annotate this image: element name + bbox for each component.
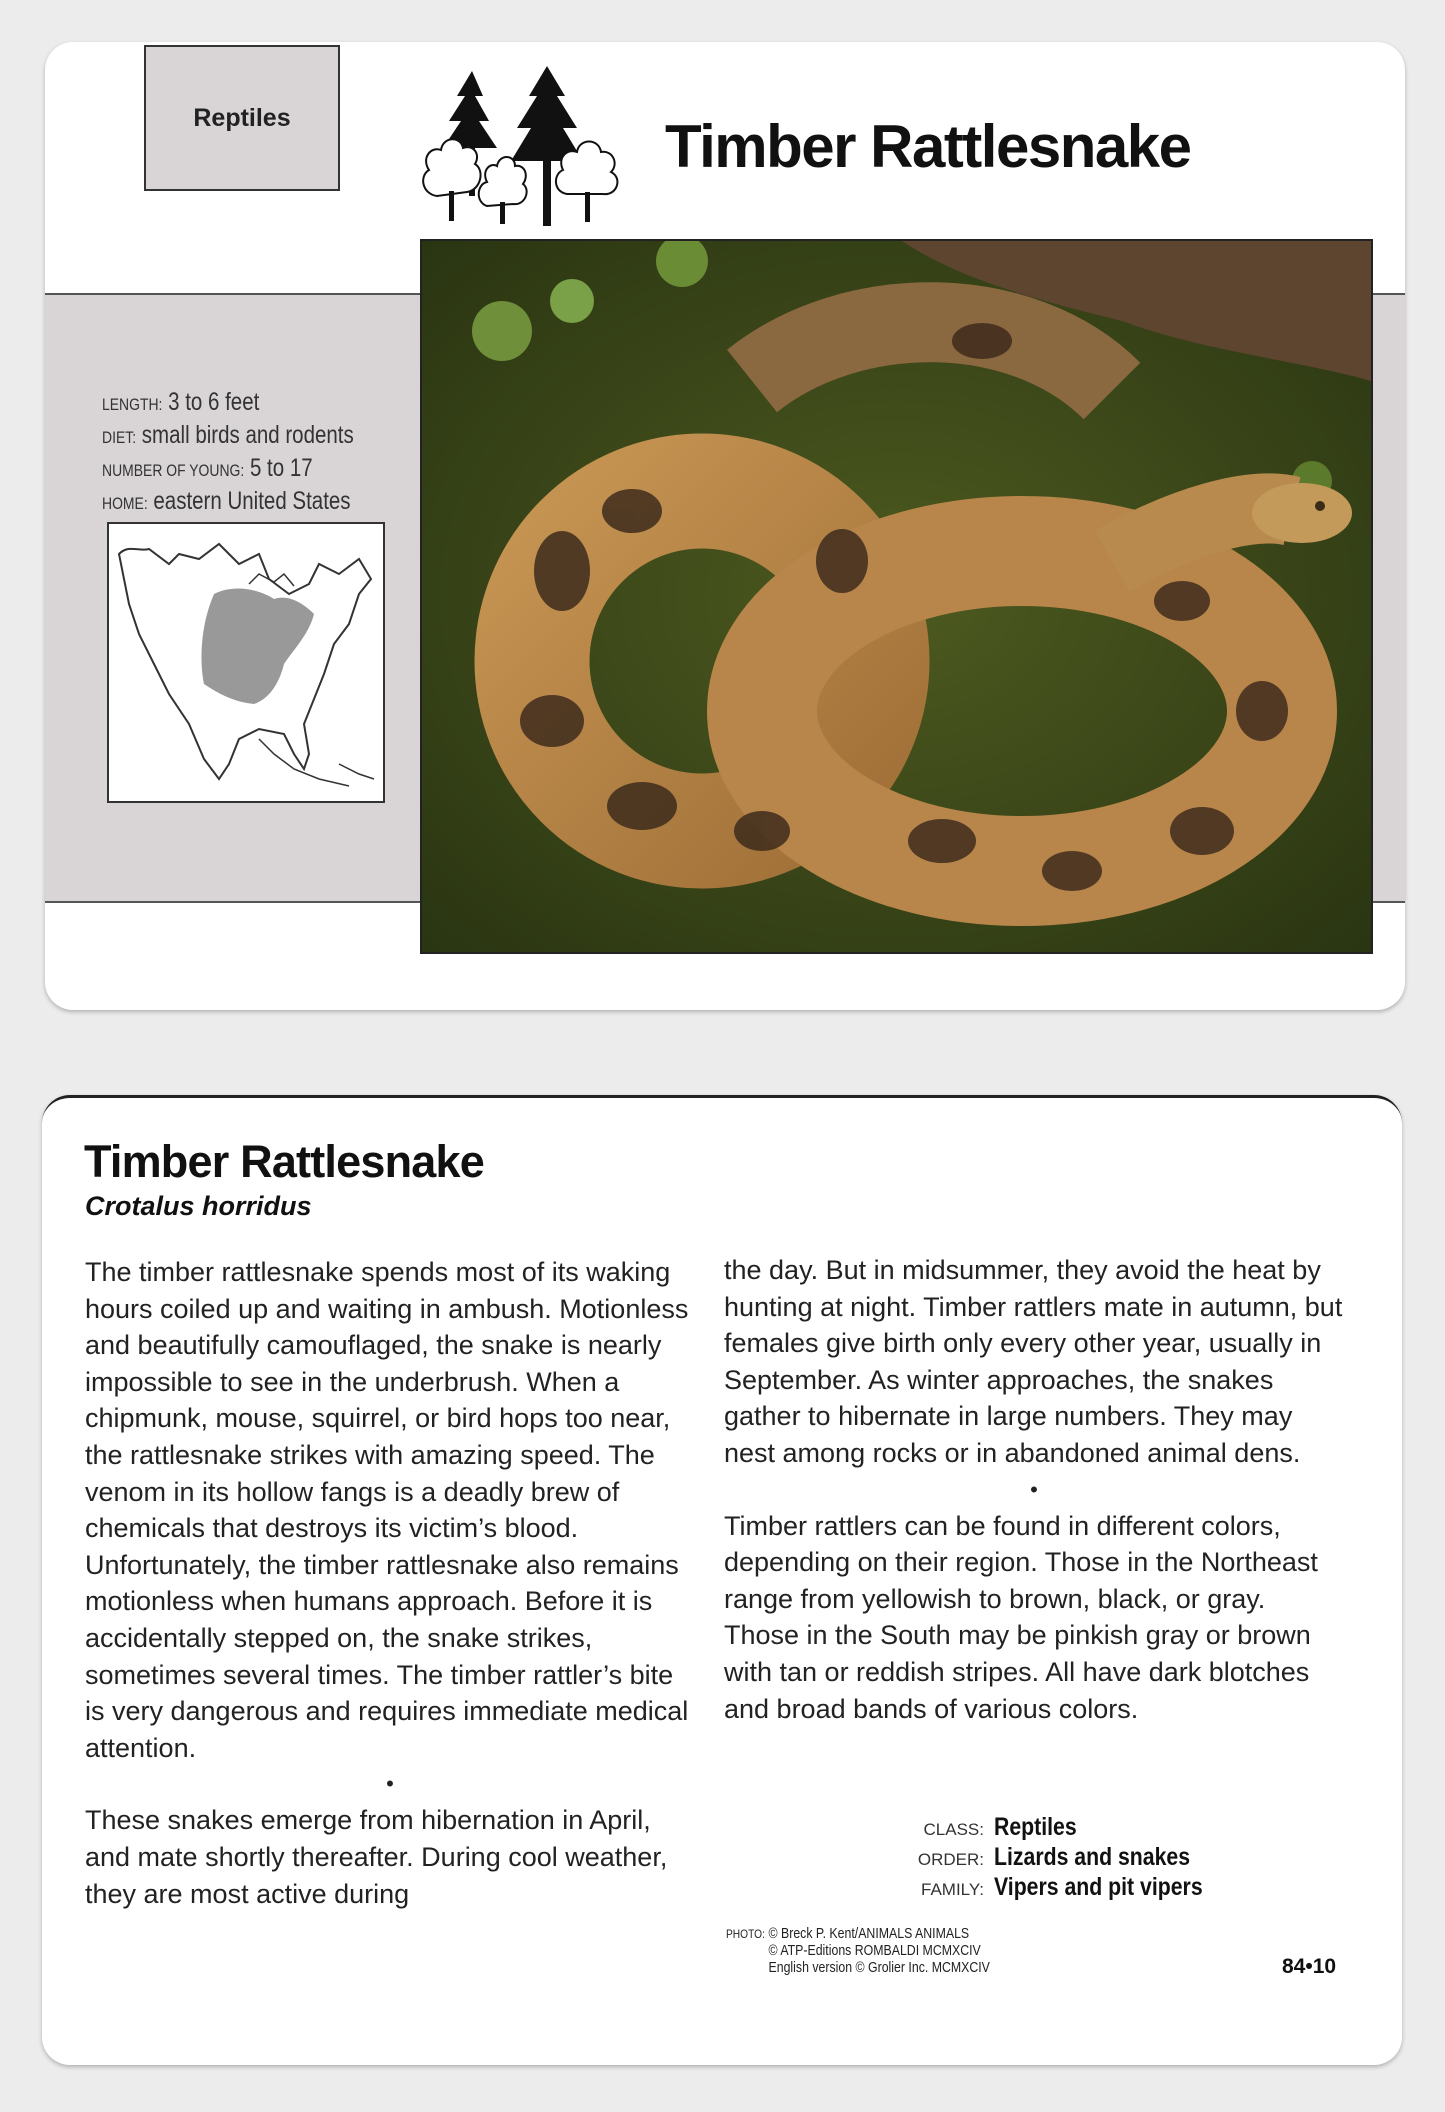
paragraph: These snakes emerge from hibernation in April, and mate shortly thereafter. During cool weather, they are most active during [85, 1805, 668, 1909]
back-card [42, 1095, 1402, 2065]
bullet-separator: • [386, 1771, 394, 1797]
snake-photo [420, 239, 1373, 954]
back-title: Timber Rattlesnake [84, 1136, 484, 1187]
front-card [45, 42, 1405, 1010]
card-number: 84•10 [1282, 1955, 1337, 1978]
paragraph: the day. But in midsummer, they avoid the heat by hunting at night. Timber rattlers mate in autumn, but females give birth only every other year, usually in September. As winter approaches, the snakes gather to hibernate in large numbers. They may nest among rocks or in abandoned animal dens. [724, 1255, 1343, 1468]
text-column-right [724, 1252, 1344, 1727]
class-tab: Reptiles [144, 45, 340, 191]
bullet-separator: • [1030, 1476, 1038, 1502]
forest-trees-icon [417, 66, 627, 226]
paragraph: The timber rattlesnake spends most of its waking hours coiled up and waiting in ambush. Motionless and beautifully camouflaged, the snake is nearly impossible to see in the underbrush. When a chipmunk, mouse, squirrel, or bird hops too near, the rattlesnake strikes with amazing speed. The venom in its hollow fangs is a deadly brew of chemicals that destroys its victim’s blood. Unfortunately, the timber rattlesnake also remains motionless when humans approach. Before it is accidentally stepped on, the snake strikes, sometimes several times. The timber rattler’s bite is very dangerous and requires immediate medical attention. [85, 1257, 689, 1763]
text-column-left [85, 1254, 695, 1912]
facts-list [102, 387, 409, 519]
fact-young: NUMBER OF YOUNG: 5 to 17 [102, 454, 313, 482]
taxonomy-class: CLASS: Reptiles [923, 1813, 1077, 1841]
fact-diet: DIET: small birds and rodents [102, 421, 354, 449]
range-map [107, 522, 385, 803]
fact-home: HOME: eastern United States [102, 487, 351, 515]
photo-credit: PHOTO: © Breck P. Kent/ANIMALS ANIMALS © ATP-Editions ROMBALDI MCMXCIV English version © Grolier Inc. MCMXCIV [726, 1926, 990, 1976]
front-title: Timber Rattlesnake [665, 113, 1191, 180]
fact-length: LENGTH: 3 to 6 feet [102, 388, 260, 416]
taxonomy-order: ORDER: Lizards and snakes [917, 1843, 1191, 1871]
taxonomy [910, 1813, 1239, 1903]
scientific-name: Crotalus horridus [85, 1191, 312, 1221]
taxonomy-family: FAMILY: Vipers and pit vipers [921, 1873, 1203, 1901]
paragraph: Timber rattlers can be found in different colors, depending on their region. Those in the Northeast range from yellowish to brown, black, or gray. Those in the South may be pinkish gray or brown with tan or reddish stripes. All have dark blotches and broad bands of various colors. [724, 1510, 1318, 1724]
